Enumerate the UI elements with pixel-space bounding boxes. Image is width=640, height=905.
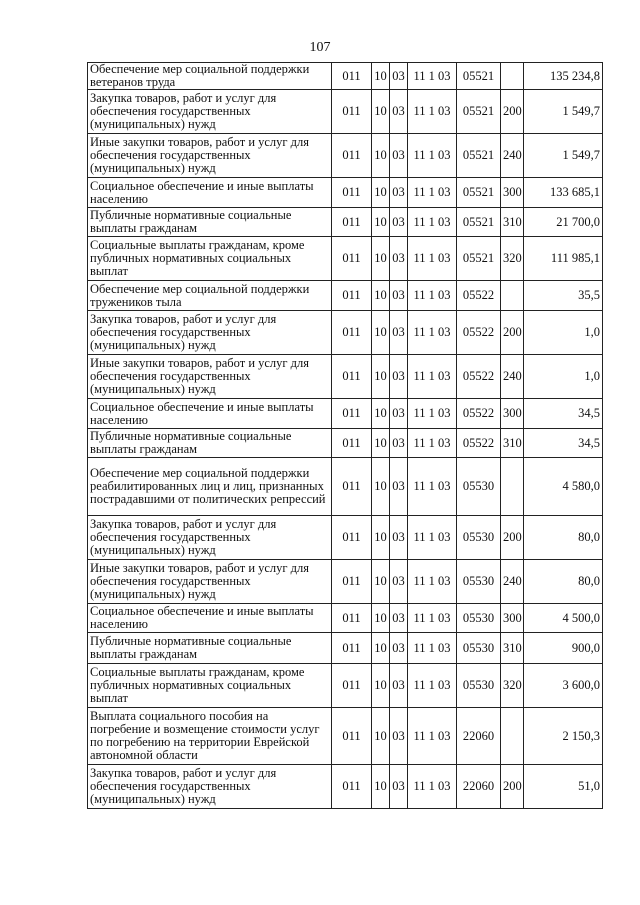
program-code: 11 1 03: [408, 311, 457, 355]
amount: 51,0: [524, 765, 603, 809]
section-code: 10: [372, 134, 390, 178]
program-code: 11 1 03: [408, 355, 457, 399]
section-code: 10: [372, 178, 390, 208]
budget-table-body: [88, 63, 603, 809]
amount: 34,5: [524, 399, 603, 429]
program-code: 11 1 03: [408, 664, 457, 708]
direction-code: 05521: [457, 134, 501, 178]
expense-type-code: 200: [501, 90, 524, 134]
amount: 2 150,3: [524, 708, 603, 765]
row-name: Публичные нормативные социальные выплаты гражданам: [88, 633, 332, 664]
amount: 900,0: [524, 633, 603, 664]
program-code: 11 1 03: [408, 90, 457, 134]
subsection-code: 03: [390, 90, 408, 134]
subsection-code: 03: [390, 208, 408, 237]
section-code: 10: [372, 311, 390, 355]
expense-type-code: 240: [501, 560, 524, 604]
section-code: 10: [372, 458, 390, 516]
ministry-code: 011: [332, 63, 372, 90]
row-name: Иные закупки товаров, работ и услуг для обеспечения государственных (муниципальных) нужд: [88, 355, 332, 399]
subsection-code: 03: [390, 604, 408, 633]
table-row: [88, 664, 603, 708]
section-code: 10: [372, 765, 390, 809]
program-code: 11 1 03: [408, 516, 457, 560]
subsection-code: 03: [390, 281, 408, 311]
expense-type-code: 200: [501, 311, 524, 355]
section-code: 10: [372, 399, 390, 429]
direction-code: 05530: [457, 560, 501, 604]
program-code: 11 1 03: [408, 134, 457, 178]
program-code: 11 1 03: [408, 63, 457, 90]
row-name: Социальное обеспечение и иные выплаты населению: [88, 178, 332, 208]
table-row: [88, 708, 603, 765]
section-code: 10: [372, 237, 390, 281]
direction-code: 05530: [457, 458, 501, 516]
ministry-code: 011: [332, 765, 372, 809]
table-row: [88, 458, 603, 516]
table-row: [88, 90, 603, 134]
amount: 1 549,7: [524, 134, 603, 178]
subsection-code: 03: [390, 633, 408, 664]
section-code: 10: [372, 281, 390, 311]
ministry-code: 011: [332, 458, 372, 516]
program-code: 11 1 03: [408, 281, 457, 311]
subsection-code: 03: [390, 355, 408, 399]
row-name: Выплата социального пособия на погребение и возмещение стоимости услуг по погребению на территории Еврейской автономной области: [88, 708, 332, 765]
amount: 80,0: [524, 560, 603, 604]
ministry-code: 011: [332, 399, 372, 429]
table-row: [88, 516, 603, 560]
section-code: 10: [372, 208, 390, 237]
direction-code: 05522: [457, 281, 501, 311]
section-code: 10: [372, 90, 390, 134]
expense-type-code: 320: [501, 237, 524, 281]
ministry-code: 011: [332, 708, 372, 765]
row-name: Закупка товаров, работ и услуг для обеспечения государственных (муниципальных) нужд: [88, 765, 332, 809]
direction-code: 05521: [457, 90, 501, 134]
expense-type-code: 240: [501, 134, 524, 178]
section-code: 10: [372, 604, 390, 633]
amount: 80,0: [524, 516, 603, 560]
row-name: Социальные выплаты гражданам, кроме публичных нормативных социальных выплат: [88, 664, 332, 708]
table-row: [88, 560, 603, 604]
direction-code: 22060: [457, 765, 501, 809]
row-name: Публичные нормативные социальные выплаты гражданам: [88, 208, 332, 237]
expense-type-code: 300: [501, 178, 524, 208]
amount: 135 234,8: [524, 63, 603, 90]
expense-type-code: 320: [501, 664, 524, 708]
program-code: 11 1 03: [408, 399, 457, 429]
expense-type-code: [501, 281, 524, 311]
subsection-code: 03: [390, 63, 408, 90]
table-row: [88, 311, 603, 355]
section-code: 10: [372, 63, 390, 90]
expense-type-code: 200: [501, 765, 524, 809]
ministry-code: 011: [332, 237, 372, 281]
amount: 1 549,7: [524, 90, 603, 134]
amount: 3 600,0: [524, 664, 603, 708]
table-row: [88, 399, 603, 429]
table-row: [88, 429, 603, 458]
amount: 35,5: [524, 281, 603, 311]
section-code: 10: [372, 429, 390, 458]
direction-code: 05521: [457, 178, 501, 208]
amount: 1,0: [524, 311, 603, 355]
direction-code: 05522: [457, 355, 501, 399]
subsection-code: 03: [390, 178, 408, 208]
amount: 4 580,0: [524, 458, 603, 516]
row-name: Социальное обеспечение и иные выплаты населению: [88, 399, 332, 429]
program-code: 11 1 03: [408, 765, 457, 809]
budget-table: [87, 62, 603, 809]
direction-code: 05522: [457, 311, 501, 355]
ministry-code: 011: [332, 208, 372, 237]
table-row: [88, 134, 603, 178]
subsection-code: 03: [390, 765, 408, 809]
expense-type-code: 310: [501, 429, 524, 458]
row-name: Иные закупки товаров, работ и услуг для обеспечения государственных (муниципальных) нужд: [88, 134, 332, 178]
row-name: Закупка товаров, работ и услуг для обеспечения государственных (муниципальных) нужд: [88, 516, 332, 560]
program-code: 11 1 03: [408, 458, 457, 516]
ministry-code: 011: [332, 90, 372, 134]
program-code: 11 1 03: [408, 560, 457, 604]
table-row: [88, 178, 603, 208]
program-code: 11 1 03: [408, 208, 457, 237]
program-code: 11 1 03: [408, 429, 457, 458]
subsection-code: 03: [390, 560, 408, 604]
section-code: 10: [372, 516, 390, 560]
direction-code: 05530: [457, 633, 501, 664]
subsection-code: 03: [390, 429, 408, 458]
table-row: [88, 237, 603, 281]
row-name: Обеспечение мер социальной поддержки реабилитированных лиц и лиц, признанных пострадавшими от политических репрессий: [88, 458, 332, 516]
ministry-code: 011: [332, 516, 372, 560]
direction-code: 05521: [457, 208, 501, 237]
ministry-code: 011: [332, 134, 372, 178]
program-code: 11 1 03: [408, 633, 457, 664]
subsection-code: 03: [390, 516, 408, 560]
ministry-code: 011: [332, 560, 372, 604]
subsection-code: 03: [390, 708, 408, 765]
section-code: 10: [372, 708, 390, 765]
subsection-code: 03: [390, 311, 408, 355]
table-row: [88, 63, 603, 90]
direction-code: 05530: [457, 516, 501, 560]
amount: 4 500,0: [524, 604, 603, 633]
direction-code: 05522: [457, 399, 501, 429]
ministry-code: 011: [332, 633, 372, 664]
ministry-code: 011: [332, 604, 372, 633]
program-code: 11 1 03: [408, 708, 457, 765]
table-row: [88, 633, 603, 664]
ministry-code: 011: [332, 429, 372, 458]
expense-type-code: 310: [501, 633, 524, 664]
subsection-code: 03: [390, 134, 408, 178]
row-name: Публичные нормативные социальные выплаты гражданам: [88, 429, 332, 458]
table-row: [88, 208, 603, 237]
subsection-code: 03: [390, 399, 408, 429]
row-name: Иные закупки товаров, работ и услуг для обеспечения государственных (муниципальных) нужд: [88, 560, 332, 604]
section-code: 10: [372, 664, 390, 708]
direction-code: 05521: [457, 237, 501, 281]
row-name: Обеспечение мер социальной поддержки ветеранов труда: [88, 63, 332, 90]
section-code: 10: [372, 633, 390, 664]
row-name: Закупка товаров, работ и услуг для обеспечения государственных (муниципальных) нужд: [88, 311, 332, 355]
ministry-code: 011: [332, 664, 372, 708]
program-code: 11 1 03: [408, 178, 457, 208]
table-row: [88, 765, 603, 809]
expense-type-code: 300: [501, 604, 524, 633]
expense-type-code: 310: [501, 208, 524, 237]
ministry-code: 011: [332, 281, 372, 311]
expense-type-code: [501, 458, 524, 516]
expense-type-code: 200: [501, 516, 524, 560]
section-code: 10: [372, 355, 390, 399]
ministry-code: 011: [332, 178, 372, 208]
direction-code: 22060: [457, 708, 501, 765]
table-row: [88, 604, 603, 633]
direction-code: 05521: [457, 63, 501, 90]
direction-code: 05530: [457, 604, 501, 633]
amount: 111 985,1: [524, 237, 603, 281]
subsection-code: 03: [390, 664, 408, 708]
ministry-code: 011: [332, 311, 372, 355]
page-number: 107: [309, 40, 331, 55]
row-name: Обеспечение мер социальной поддержки тружеников тыла: [88, 281, 332, 311]
amount: 34,5: [524, 429, 603, 458]
table-row: [88, 355, 603, 399]
program-code: 11 1 03: [408, 237, 457, 281]
expense-type-code: [501, 708, 524, 765]
expense-type-code: 300: [501, 399, 524, 429]
row-name: Социальные выплаты гражданам, кроме публичных нормативных социальных выплат: [88, 237, 332, 281]
section-code: 10: [372, 560, 390, 604]
row-name: Закупка товаров, работ и услуг для обеспечения государственных (муниципальных) нужд: [88, 90, 332, 134]
subsection-code: 03: [390, 458, 408, 516]
expense-type-code: 240: [501, 355, 524, 399]
expense-type-code: [501, 63, 524, 90]
program-code: 11 1 03: [408, 604, 457, 633]
amount: 21 700,0: [524, 208, 603, 237]
amount: 1,0: [524, 355, 603, 399]
row-name: Социальное обеспечение и иные выплаты населению: [88, 604, 332, 633]
direction-code: 05530: [457, 664, 501, 708]
table-row: [88, 281, 603, 311]
direction-code: 05522: [457, 429, 501, 458]
ministry-code: 011: [332, 355, 372, 399]
amount: 133 685,1: [524, 178, 603, 208]
subsection-code: 03: [390, 237, 408, 281]
